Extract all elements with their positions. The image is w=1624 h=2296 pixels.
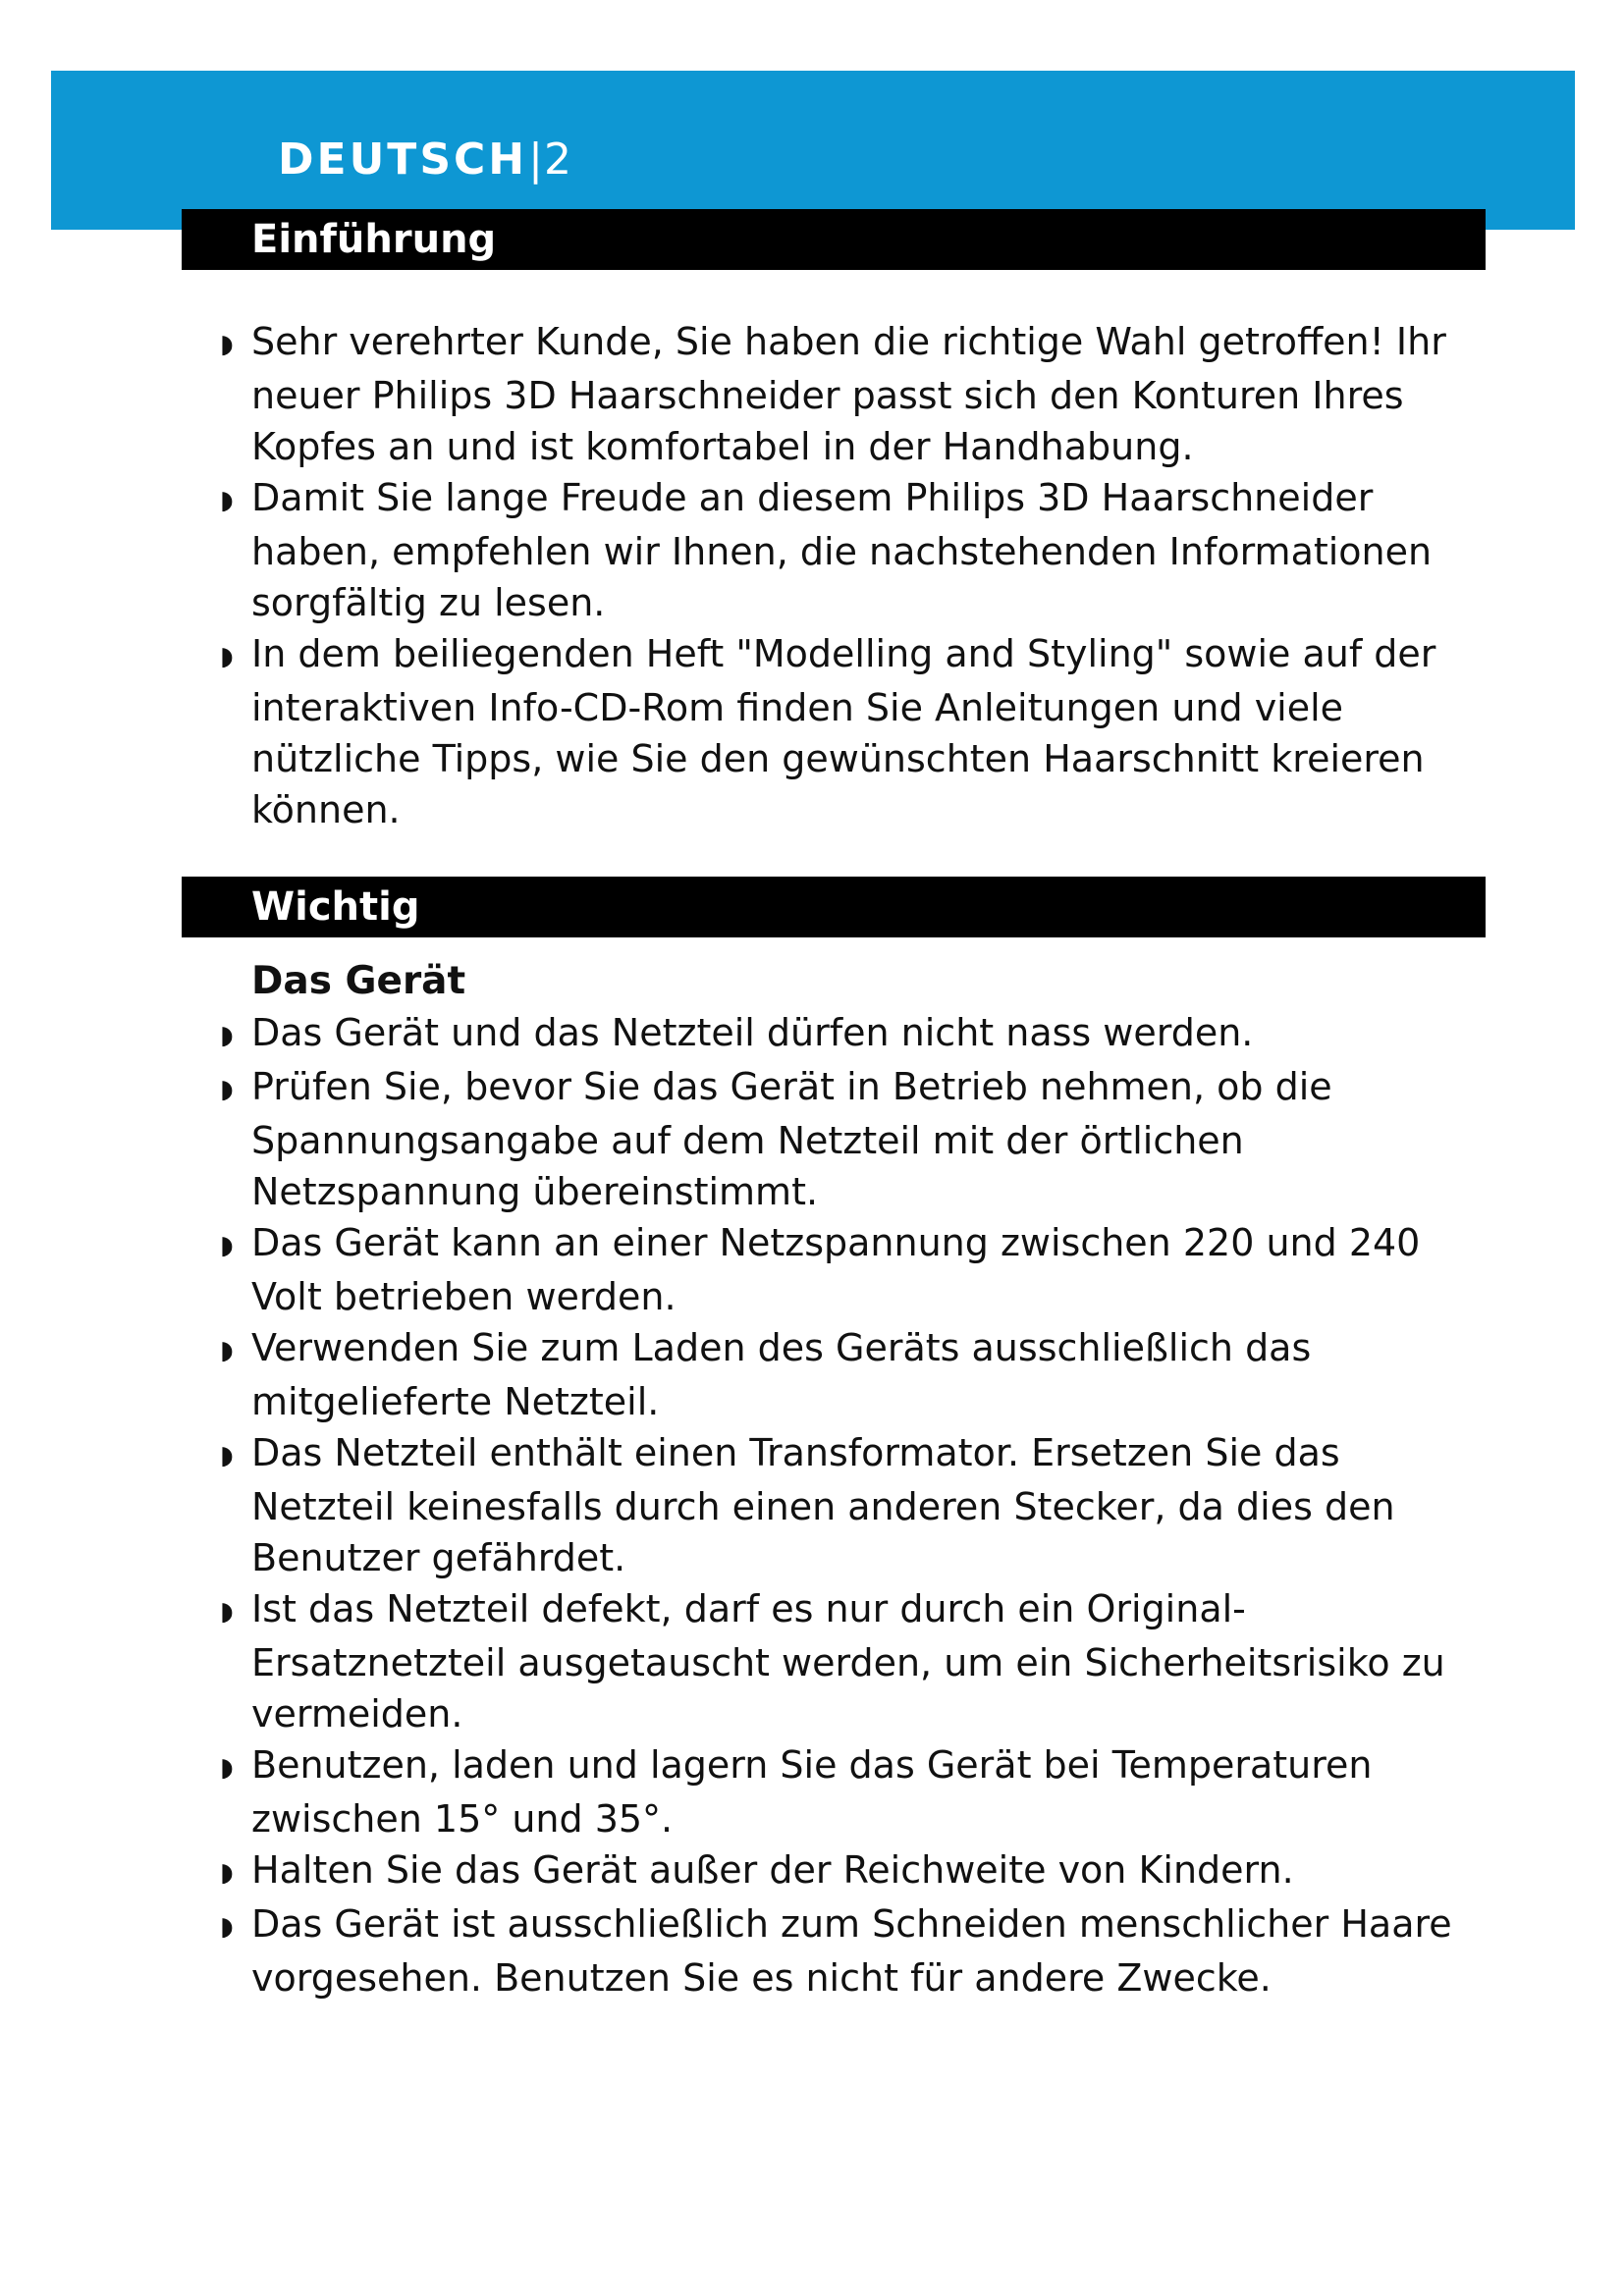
list-item-text: Prüfen Sie, bevor Sie das Gerät in Betrieb nehmen, ob die Spannungsangabe auf dem Netzteil mit der örtlichen Netzspannung übereinstimmt. [251, 1065, 1332, 1213]
list-item-text: Damit Sie lange Freude an diesem Philips 3D Haarschneider haben, empfehlen wir Ihnen, die nachstehenden Informationen sorgfältig zu lesen. [251, 476, 1433, 624]
list-item [182, 1844, 1488, 1898]
list-item [182, 1583, 1488, 1739]
header-language: DEUTSCH [278, 134, 528, 185]
list-item-text: Halten Sie das Gerät außer der Reichweite von Kindern. [251, 1848, 1294, 1892]
list-item [182, 1898, 1488, 2003]
introduction-content [182, 316, 1488, 835]
bullet-icon: ◗ [220, 486, 234, 515]
introduction-list [182, 316, 1488, 835]
list-item [182, 628, 1488, 835]
important-content [182, 956, 1488, 2003]
bullet-icon: ◗ [220, 642, 234, 671]
list-item-text: Sehr verehrter Kunde, Sie haben die richtige Wahl getroffen! Ihr neuer Philips 3D Haarschneider passt sich den Konturen Ihres Kopfes an und ist komfortabel in der Handhabung. [251, 320, 1446, 468]
section-heading-introduction: Einführung [182, 209, 1486, 270]
list-item-text: Das Netzteil enthält einen Transformator. Ersetzen Sie das Netzteil keinesfalls durch einen anderen Stecker, da dies den Benutzer gefährdet. [251, 1431, 1395, 1579]
page-number: 2 [543, 134, 571, 185]
list-item [182, 472, 1488, 628]
list-item [182, 1061, 1488, 1217]
list-item-text: Das Gerät ist ausschließlich zum Schneiden menschlicher Haare vorgesehen. Benutzen Sie es nicht für andere Zwecke. [251, 1902, 1452, 2000]
list-item-text: Verwenden Sie zum Laden des Geräts ausschließlich das mitgelieferte Netzteil. [251, 1326, 1312, 1423]
bullet-icon: ◗ [220, 1231, 234, 1260]
section-heading-important: Wichtig [182, 877, 1486, 937]
list-item-text: Ist das Netzteil defekt, darf es nur durch ein Original-Ersatznetzteil ausgetauscht werden, um ein Sicherheitsrisiko zu vermeiden. [251, 1587, 1445, 1735]
bullet-icon: ◗ [220, 1021, 234, 1050]
bullet-icon: ◗ [220, 1336, 234, 1365]
list-item [182, 1739, 1488, 1844]
bullet-icon: ◗ [220, 1912, 234, 1942]
important-list [182, 1007, 1488, 2003]
list-item-text: Das Gerät und das Netzteil dürfen nicht nass werden. [251, 1011, 1254, 1054]
list-item [182, 1007, 1488, 1061]
header-separator: | [528, 134, 543, 185]
list-item [182, 316, 1488, 472]
bullet-icon: ◗ [220, 1597, 234, 1627]
bullet-icon: ◗ [220, 1753, 234, 1783]
subheading-device: Das Gerät [251, 959, 466, 1003]
page-header [278, 131, 571, 189]
bullet-icon: ◗ [220, 1441, 234, 1470]
bullet-icon: ◗ [220, 1858, 234, 1888]
bullet-icon: ◗ [220, 1075, 234, 1104]
list-item [182, 1217, 1488, 1322]
list-item-text: In dem beiliegenden Heft "Modelling and Styling" sowie auf der interaktiven Info-CD-Rom finden Sie Anleitungen und viele nützliche Tipps, wie Sie den gewünschten Haarschnitt kreieren können. [251, 632, 1436, 831]
list-item-text: Benutzen, laden und lagern Sie das Gerät bei Temperaturen zwischen 15° und 35°. [251, 1743, 1373, 1841]
list-item-text: Das Gerät kann an einer Netzspannung zwischen 220 und 240 Volt betrieben werden. [251, 1221, 1421, 1318]
list-item [182, 1427, 1488, 1583]
list-item [182, 1322, 1488, 1427]
bullet-icon: ◗ [220, 330, 234, 359]
